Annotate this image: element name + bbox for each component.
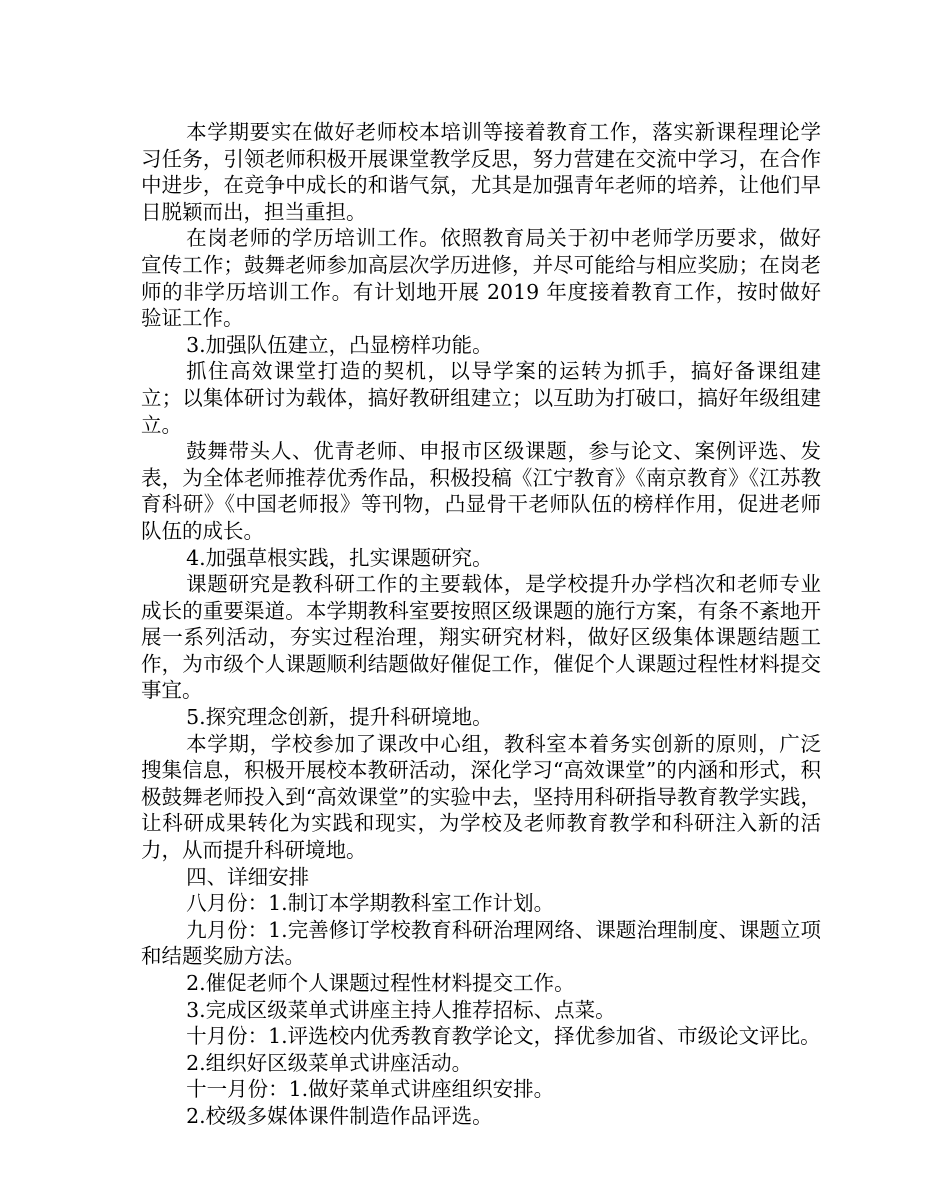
paragraph: 鼓舞带头人、优青老师、申报市区级课题，参与论文、案例评选、发表，为全体老师推荐优秀作品，积极投稿《江宁教育》《南京教育》《江苏教育科研》《中国老师报》等刊物，凸显骨干老师队伍的榜样作用，促进老师队伍的成长。 [141, 439, 821, 543]
paragraph: 课题研究是教科研工作的主要载体，是学校提升办学档次和老师专业成长的重要渠道。本学期教科室要按照区级课题的施行方案，有条不紊地开展一系列活动，夯实过程治理，翔实研究材料，做好区级集体课题结题工作，为市级个人课题顺利结题做好催促工作，催促个人课题过程性材料提交事宜。 [141, 572, 821, 703]
paragraph: 4.加强草根实践，扎实课题研究。 [186, 545, 493, 570]
schedule-item: 2.催促老师个人课题过程性材料提交工作。 [186, 971, 575, 995]
paragraph: 在岗老师的学历培训工作。依照教育局关于初中老师学历要求，做好宣传工作；鼓舞老师参加高层次学历进修，并尽可能给与相应奖励；在岗老师的非学历培训工作。有计划地开展 2019 年度接着教育工作，按时做好验证工作。 [141, 226, 821, 331]
schedule-item: 九月份：1.完善修订学校教育科研治理网络、课题治理制度、课题立项和结题奖励方法。 [141, 917, 821, 969]
paragraph: 本学期要实在做好老师校本培训等接着教育工作，落实新课程理论学习任务，引领老师积极开展课堂教学反思，努力营建在交流中学习，在合作中进步，在竞争中成长的和谐气氛，尤其是加强青年老师的培养，让他们早日脱颖而出，担当重担。 [141, 120, 821, 224]
schedule-item: 十一月份：1.做好菜单式讲座组织安排。 [186, 1077, 555, 1102]
schedule-item: 2.组织好区级菜单式讲座活动。 [186, 1050, 473, 1075]
schedule-item: 八月份：1.制订本学期教科室工作计划。 [186, 891, 555, 916]
section-heading: 四、详细安排 [186, 864, 310, 889]
paragraph: 本学期，学校参加了课改中心组，教科室本着务实创新的原则，广泛搜集信息，积极开展校本教研活动，深化学习“高效课堂”的内涵和形式，积极鼓舞老师投入到“高效课堂”的实验中去，坚持用科研指导教育教学实践，让科研成果转化为实践和现实，为学校及老师教育教学和科研注入新的活力，从而提升科研境地。 [141, 731, 821, 863]
paragraph: 5.探究理念创新，提升科研境地。 [186, 705, 493, 730]
schedule-item: 2.校级多媒体课件制造作品评选。 [186, 1103, 493, 1128]
document-body [141, 119, 821, 1130]
paragraph: 3.加强队伍建立，凸显榜样功能。 [186, 332, 493, 357]
paragraph: 抓住高效课堂打造的契机，以导学案的运转为抓手，搞好备课组建立；以集体研讨为载体，搞好教研组建立；以互助为打破口，搞好年级组建立。 [141, 359, 821, 437]
schedule-item: 3.完成区级菜单式讲座主持人推荐招标、点菜。 [186, 997, 616, 1022]
schedule-item: 十月份：1.评选校内优秀教育教学论文，择优参加省、市级论文评比。 [186, 1024, 821, 1049]
